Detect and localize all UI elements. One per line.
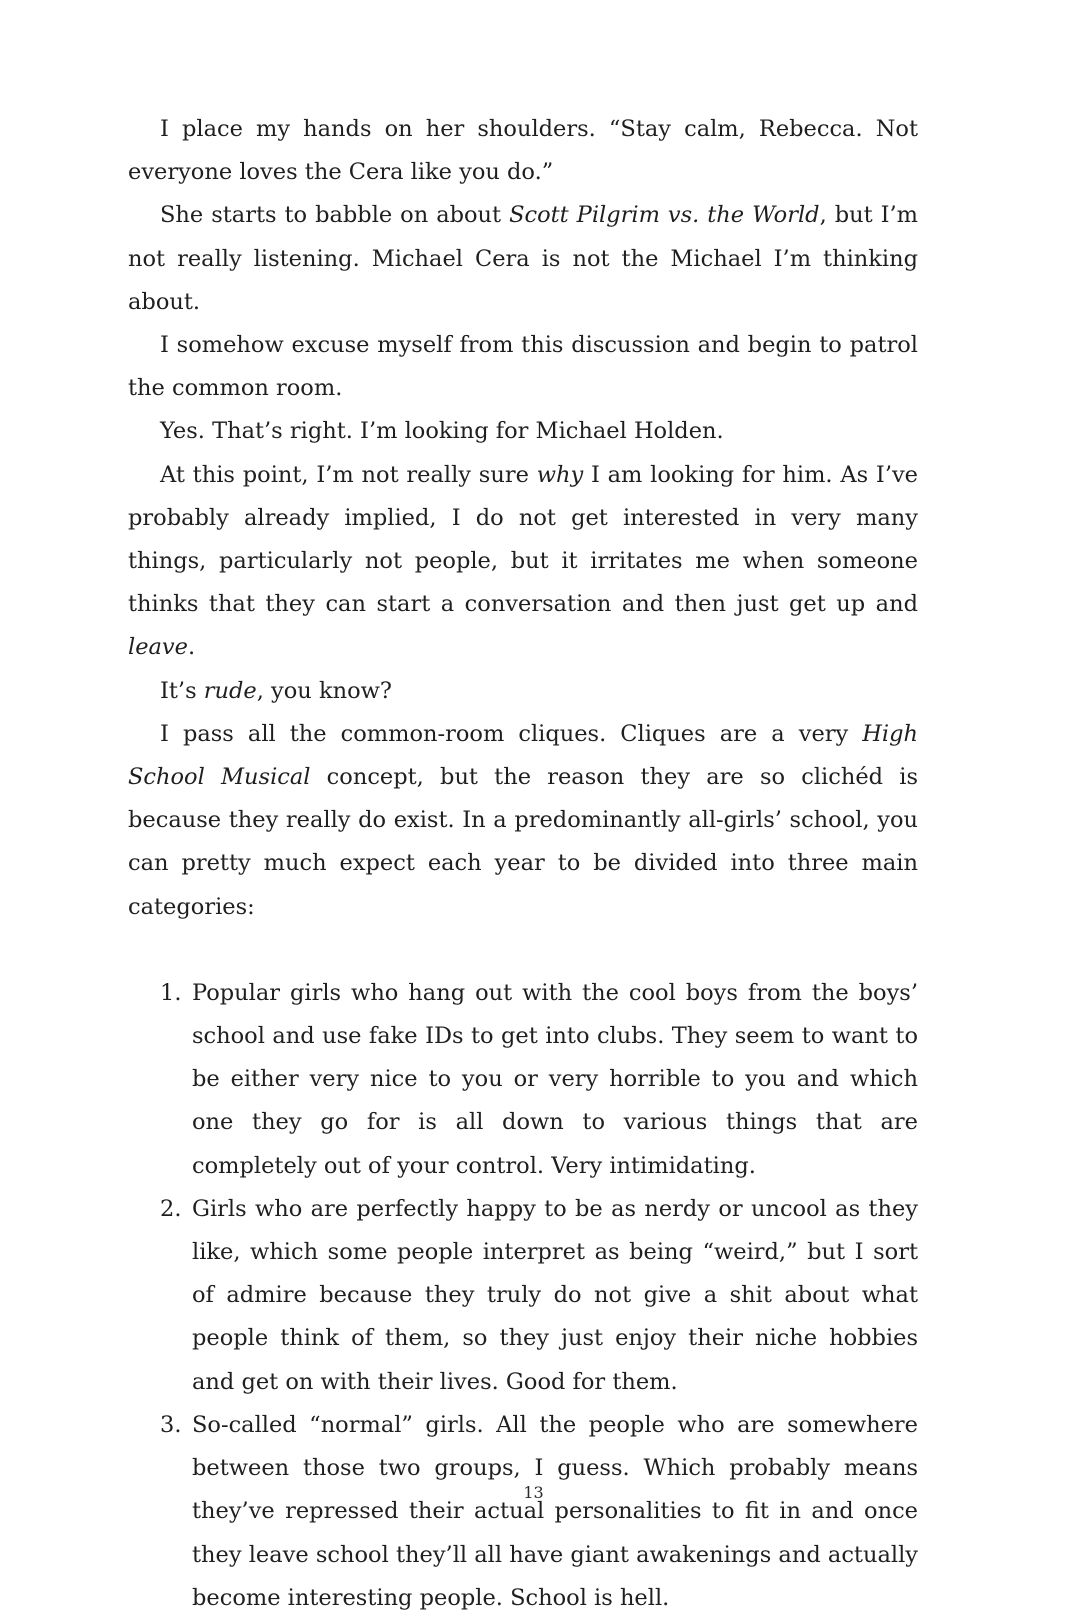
paragraph — [128, 410, 918, 453]
paragraph — [128, 713, 918, 929]
paragraph — [128, 108, 918, 194]
paragraph-text: Yes. That’s right. I’m looking for Michael Holden. — [160, 418, 724, 445]
body-text — [128, 108, 918, 1620]
paragraph-text: , you know? — [256, 677, 392, 704]
paragraph-text: concept, but the reason they are so clichéd is because they really do exist. In a predominantly all-girls’ school, you can pretty much expect each year to be divided into three main categories: — [128, 764, 918, 920]
paragraph-text: . — [187, 634, 196, 661]
numbered-list — [128, 972, 918, 1620]
paragraph-text: At this point, I’m not really sure — [160, 461, 537, 488]
paragraph-text: I pass all the common-room cliques. Cliques are a very — [160, 720, 863, 747]
italic-text: rude — [203, 677, 257, 704]
paragraph-text: She starts to babble on about — [160, 202, 510, 229]
list-item — [128, 1188, 918, 1404]
paragraph-text: I place my hands on her shoulders. “Stay calm, Rebecca. Not everyone loves the Cera like you do.” — [128, 116, 918, 186]
list-item — [128, 1404, 918, 1620]
paragraphs — [128, 108, 918, 929]
page-number: 13 — [523, 1483, 544, 1502]
paragraph-text: It’s — [160, 677, 204, 704]
italic-text: why — [536, 461, 584, 488]
list-number: 3. — [160, 1411, 182, 1438]
italic-text: Scott Pilgrim vs. the World — [509, 202, 820, 229]
paragraph-text: I am looking for him. As I’ve probably already implied, I do not get interested in very many things, particularly not people, but it irritates me when someone thinks that they can start a conversation and then just get up and — [128, 461, 918, 618]
paragraph — [128, 324, 918, 410]
paragraph — [128, 670, 918, 713]
list-item-text: So-called “normal” girls. All the people who are somewhere between those two groups, I guess. Which probably means they’ve repressed their actual personalities to fit in and once they leave school they’ll all have giant awakenings and actually become interesting people. School is hell. — [192, 1411, 918, 1611]
list-number: 1. — [160, 979, 182, 1006]
italic-text: High School Musical — [128, 720, 918, 791]
paragraph — [128, 194, 918, 324]
paragraph — [128, 454, 918, 670]
list-item — [128, 972, 918, 1188]
paragraph-text: , but I’m not really listening. Michael Cera is not the Michael I’m thinking about. — [128, 202, 918, 315]
italic-text: leave — [128, 634, 188, 661]
list-item-text: Girls who are perfectly happy to be as nerdy or uncool as they like, which some people interpret as being “weird,” but I sort of admire because they truly do not give a shit about what people think of them, so they just enjoy their niche hobbies and get on with their lives. Good for them. — [192, 1195, 918, 1395]
list-item-text: Popular girls who hang out with the cool boys from the boys’ school and use fake IDs to get into clubs. They seem to want to be either very nice to you or very horrible to you and which one they go for is all down to various things that are completely out of your control. Very intimidating. — [192, 979, 918, 1179]
paragraph-text: I somehow excuse myself from this discussion and begin to patrol the common room. — [128, 332, 918, 402]
list-number: 2. — [160, 1195, 182, 1222]
